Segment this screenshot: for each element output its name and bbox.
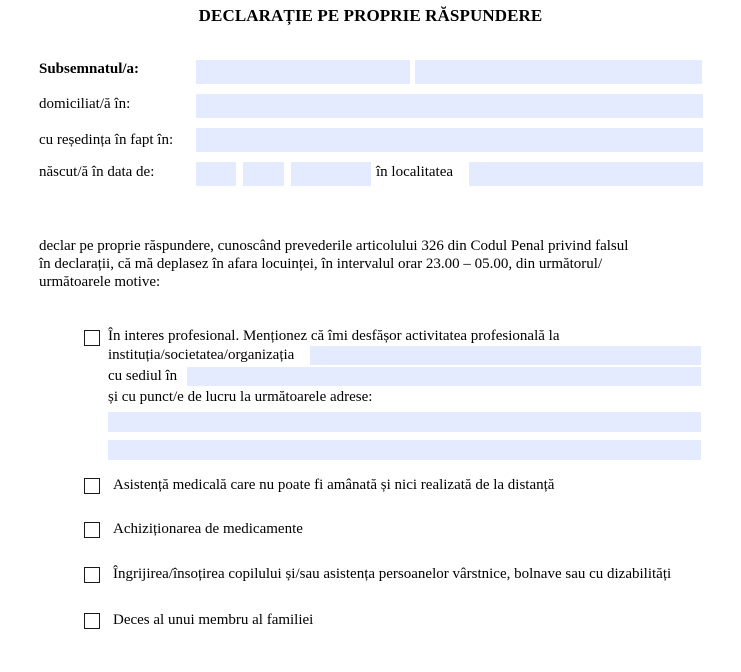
- workplace-address-field-2[interactable]: [108, 440, 701, 460]
- declaration-line-3: următoarele motive:: [39, 274, 161, 290]
- medicines-checkbox[interactable]: [84, 522, 100, 538]
- domicile-label: domiciliat/ă în:: [39, 96, 131, 112]
- declaration-line-2: în declarații, că mă deplasez în afara locuinței, în intervalul orar 23.00 – 05.00, din următorul/: [39, 256, 603, 272]
- death-label: Deces al unui membru al familiei: [113, 612, 314, 628]
- residence-label: cu reședința în fapt în:: [39, 132, 174, 148]
- professional-checkbox[interactable]: [84, 330, 100, 346]
- residence-field[interactable]: [196, 128, 703, 152]
- undersigned-label: Subsemnatul/a:: [39, 61, 140, 77]
- workplace-address-field-1[interactable]: [108, 412, 701, 432]
- birth-date-label: născut/ă în data de:: [39, 164, 155, 180]
- care-checkbox[interactable]: [84, 567, 100, 583]
- medical-label: Asistență medicală care nu poate fi amânată și nici realizată de la distanță: [113, 477, 555, 493]
- birth-month-field[interactable]: [243, 162, 284, 186]
- medicines-label: Achiziționarea de medicamente: [113, 521, 303, 537]
- birth-place-field[interactable]: [469, 162, 703, 186]
- document-title: DECLARAȚIE PE PROPRIE RĂSPUNDERE: [198, 6, 543, 25]
- birth-year-field[interactable]: [291, 162, 371, 186]
- last-name-field[interactable]: [196, 60, 410, 84]
- institution-field[interactable]: [310, 346, 701, 365]
- domicile-field[interactable]: [196, 94, 703, 118]
- medical-checkbox[interactable]: [84, 478, 100, 494]
- first-name-field[interactable]: [415, 60, 702, 84]
- death-checkbox[interactable]: [84, 613, 100, 629]
- headquarters-label: cu sediul în: [108, 368, 178, 384]
- care-label: Îngrijirea/însoțirea copilului și/sau asistența persoanelor vârstnice, bolnave sau cu dizabilități: [113, 566, 672, 582]
- birth-place-label: în localitatea: [376, 164, 454, 180]
- professional-label: În interes profesional. Menționez că îmi desfășor activitatea profesională la: [108, 328, 560, 344]
- workplaces-label: și cu punct/e de lucru la următoarele adrese:: [108, 389, 373, 405]
- declaration-line-1: declar pe proprie răspundere, cunoscând prevederile articolului 326 din Codul Penal privind falsul: [39, 238, 629, 254]
- institution-label: instituția/societatea/organizația: [108, 347, 295, 363]
- birth-day-field[interactable]: [196, 162, 236, 186]
- headquarters-field[interactable]: [187, 367, 701, 386]
